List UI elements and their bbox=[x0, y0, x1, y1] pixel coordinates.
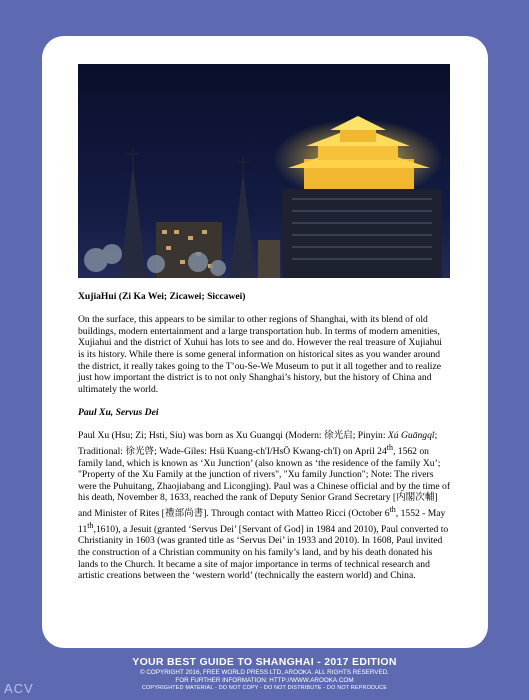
body-text-1: Paul Xu (Hsu; Zi; Hsti, Siu) was born as Xu Guangqi (Modern: 徐光启; Pinyin: bbox=[78, 430, 388, 442]
ordinal-suffix: th bbox=[386, 442, 393, 452]
body-text-4: , 1552 - May 11 bbox=[78, 508, 446, 535]
body-text-2: ; Traditional: 徐光啓; Wade-Giles: Hsü Kuang-ch'I/HsÖ Kwang-ch'I) on April 24 bbox=[78, 430, 438, 457]
footer-title: YOUR BEST GUIDE TO SHANGHAI - 2017 EDITION bbox=[132, 656, 397, 668]
ordinal-suffix: th bbox=[87, 520, 94, 530]
article-title: XujiaHui (Zi Ka Wei; Zicawei; Siccawei) bbox=[78, 291, 246, 302]
intro-paragraph: On the surface, this appears to be similar to other regions of Shanghai, with its blend of old buildings, modern entertainment and a large transportation hub. In terms of modern amenities, Xujiahui and the district of Xuhui has lots to see and do. However the real treasure of Xujiahui is its history. While there is some general information on historical sites as you wander around the district, it really takes going to the T’ou-Se-We Museum to put it all together and to realize just how important the district is to not only Shanghai’s history, but the history of China and ultimately the world. bbox=[78, 314, 442, 395]
footer-info-link: FOR FURTHER INFORMATION: HTTP://WWW.AROOKA.COM bbox=[175, 677, 354, 684]
church-and-pagoda-night-photo bbox=[78, 64, 450, 278]
page-footer bbox=[0, 656, 529, 692]
pinyin-text: Xú Guāngqǐ bbox=[387, 430, 435, 442]
footer-copyright: © COPYRIGHT 2016, FREE WORLD PRESS LTD, AROOKA. ALL RIGHTS RESERVED. bbox=[139, 669, 389, 676]
page-card bbox=[42, 36, 488, 648]
ordinal-suffix: th bbox=[389, 504, 396, 514]
article-text bbox=[78, 291, 450, 593]
signature-mark: ACV bbox=[4, 681, 34, 696]
footer-notice: COPYRIGHTED MATERIAL - DO NOT COPY - DO NOT DISTRIBUTE - DO NOT REPRODUCE bbox=[141, 685, 388, 691]
body-text-5: ,1610), a Jesuit (granted ‘Servus Dei’ [Servant of God] in 1984 and 2010), Paul converted to Christianity in 1603 (was granted title as ‘Servus Dei’ in 1933 and 2010). In 1608, Paul invited the construction of a Christian community on his family’s land, and by his death donated his lands to the Church. It became a site of major importance in terms of technical research and artistic creations between the ‘western world’ (technically the eastern world) and China. bbox=[78, 523, 449, 582]
body-text-3: , 1562 on family land, which is known as ‘Xu Junction’ (also known as ‘the residence of the family Xu’; "Property of the Xu Family at the junction of rivers", "Xu family Junction"; Note: The rivers were the Puhuitang, Zhaojiabang and Licongjing). Paul was a Chinese official and by the time of his death, November 8, 1633, reached the rank of Deputy Senior Grand Secretary [内閣次輔] and Minister of Rites [禮部尚書]. Through contact with Matteo Ricci (October 6 bbox=[78, 445, 451, 520]
section-title: Paul Xu, Servus Dei bbox=[78, 406, 159, 418]
body-paragraph bbox=[78, 430, 450, 582]
